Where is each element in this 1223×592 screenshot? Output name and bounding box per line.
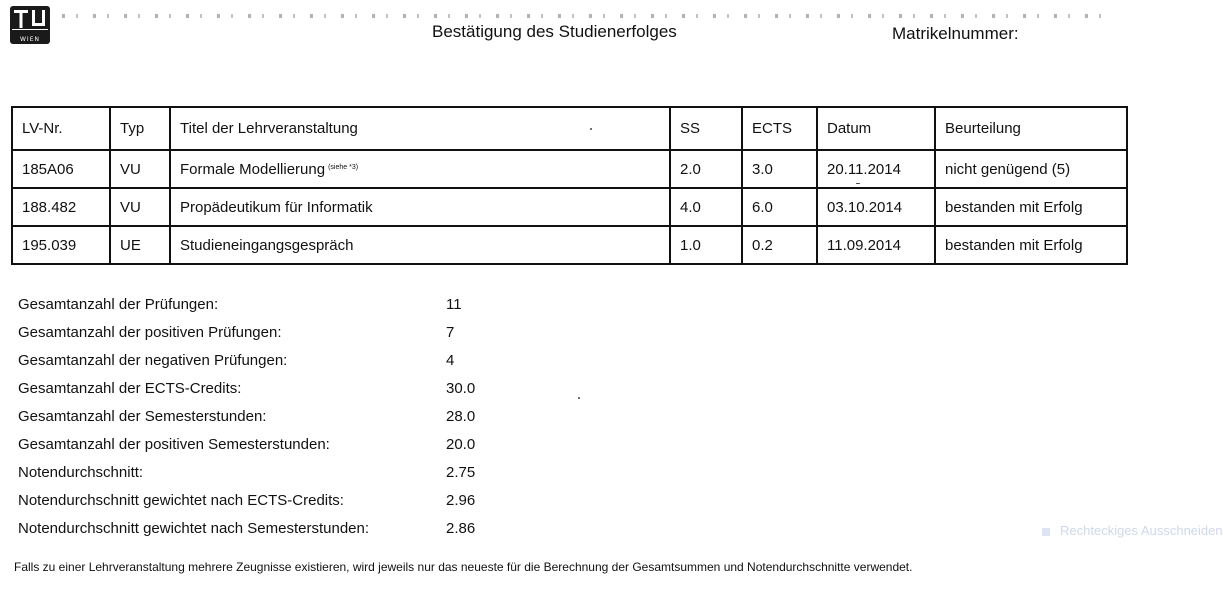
stat-value: 11 [446, 296, 462, 313]
cell-lv-nr: 195.039 [12, 226, 110, 264]
stat-value: 30.0 [446, 380, 476, 397]
table-row [12, 150, 1127, 188]
cell-typ: VU [110, 188, 170, 226]
cell-ects: 6.0 [742, 188, 817, 226]
snip-tool-tooltip [1034, 518, 1223, 544]
cell-datum: 20.11.2014 [817, 150, 935, 188]
header-titel: Titel der Lehrveranstaltung [170, 107, 670, 150]
summary-stats [18, 291, 538, 543]
header-ss: SS [670, 107, 742, 150]
cell-titel [170, 150, 670, 188]
stat-value: 2.86 [446, 520, 476, 537]
table-row [12, 188, 1127, 226]
logo-wordmark: WIEN [20, 36, 40, 43]
header-beurteilung: Beurteilung [935, 107, 1127, 150]
stat-negative-exams [18, 347, 538, 375]
document-title: Bestätigung des Studienerfolges [432, 22, 677, 41]
stat-grade-average-ects [18, 487, 538, 515]
header-ects: ECTS [742, 107, 817, 150]
stat-label: Notendurchschnitt gewichtet nach ECTS-Credits: [18, 492, 344, 509]
snip-icon [1042, 528, 1050, 536]
header-datum: Datum [817, 107, 935, 150]
cell-datum: 11.09.2014 [817, 226, 935, 264]
stat-label: Gesamtanzahl der negativen Prüfungen: [18, 352, 288, 369]
cell-ss: 2.0 [670, 150, 742, 188]
cell-beurteilung: nicht genügend (5) [935, 150, 1127, 188]
stat-label: Notendurchschnitt: [18, 464, 144, 481]
scan-speck [856, 183, 860, 184]
cell-beurteilung: bestanden mit Erfolg [935, 188, 1127, 226]
cell-ss: 1.0 [670, 226, 742, 264]
stat-ects-credits [18, 375, 538, 403]
header-typ: Typ [110, 107, 170, 150]
stat-label: Gesamtanzahl der Prüfungen: [18, 296, 219, 313]
cell-beurteilung: bestanden mit Erfolg [935, 226, 1127, 264]
stat-value: 4 [446, 352, 455, 369]
cell-datum: 03.10.2014 [817, 188, 935, 226]
stat-total-exams [18, 291, 538, 319]
cell-typ: VU [110, 150, 170, 188]
cell-ects: 3.0 [742, 150, 817, 188]
table-header-row [12, 107, 1127, 150]
stat-grade-average [18, 459, 538, 487]
stat-label: Gesamtanzahl der ECTS-Credits: [18, 380, 242, 397]
course-table [11, 106, 1128, 265]
cell-titel: Propädeutikum für Informatik [170, 188, 670, 226]
tu-wien-logo [10, 6, 50, 44]
stat-label: Gesamtanzahl der positiven Prüfungen: [18, 324, 282, 341]
stat-positive-semester-hours [18, 431, 538, 459]
matrikel-label: Matrikelnummer: [892, 24, 1019, 43]
scan-speck [590, 128, 592, 130]
cell-lv-nr: 188.482 [12, 188, 110, 226]
stat-value: 28.0 [446, 408, 476, 425]
stat-label: Notendurchschnitt gewichtet nach Semesterstunden: [18, 520, 370, 537]
cell-titel: Studieneingangsgespräch [170, 226, 670, 264]
snip-tool-label: Rechteckiges Ausschneiden [1060, 523, 1223, 538]
header-lv-nr: LV-Nr. [12, 107, 110, 150]
stat-value: 2.96 [446, 492, 476, 509]
cell-typ: UE [110, 226, 170, 264]
scan-artifact [62, 14, 1112, 18]
stat-grade-average-hours [18, 515, 538, 543]
footnote: Falls zu einer Lehrveranstaltung mehrere Zeugnisse existieren, wird jeweils nur das neueste für die Berechnung der Gesamtsummen und Notendurchschnitte verwendet. [14, 560, 913, 574]
stat-positive-exams [18, 319, 538, 347]
stat-semester-hours [18, 403, 538, 431]
stat-label: Gesamtanzahl der Semesterstunden: [18, 408, 267, 425]
scan-speck [578, 397, 580, 399]
table-row [12, 226, 1127, 264]
course-title: Formale Modellierung [180, 160, 326, 178]
stat-label: Gesamtanzahl der positiven Semesterstunden: [18, 436, 330, 453]
cell-lv-nr: 185A06 [12, 150, 110, 188]
cell-ects: 0.2 [742, 226, 817, 264]
cell-ss: 4.0 [670, 188, 742, 226]
stat-value: 20.0 [446, 436, 476, 453]
stat-value: 2.75 [446, 464, 476, 481]
stat-value: 7 [446, 324, 455, 341]
course-footnote-ref: (siehe *3) [328, 163, 359, 171]
tu-wien-logo-mark [10, 6, 50, 36]
